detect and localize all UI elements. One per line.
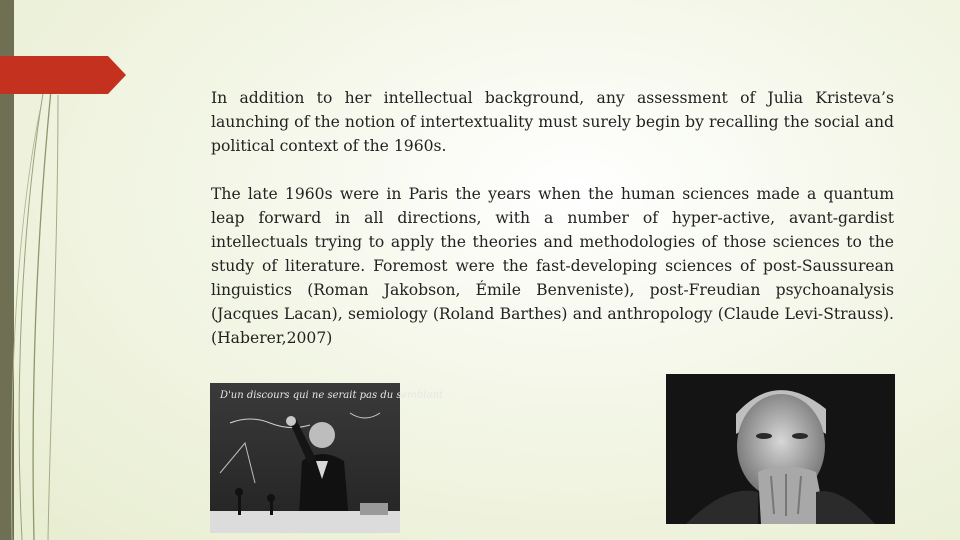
chalkboard-text: D'un discours qui ne serait pas du semblant bbox=[220, 390, 443, 401]
paragraph-1: In addition to her intellectual background, any assessment of Julia Kristeva’s launching of the notion of intertextuality must surely begin by recalling the social and political context of the 1960s. bbox=[211, 89, 894, 155]
paragraph-2: The late 1960s were in Paris the years when the human sciences made a quantum leap forward in all directions, with a number of hyper-active, avant-gardist intellectuals trying to apply the theories and methodologies of those sciences to the study of literature. Foremost were the fast-developing sciences of post-Saussurean linguistics (Roman Jakobson, Émile Benveniste), post-Freudian psychoanalysis (Jacques Lacan), semiology (Roland Barthes) and anthropology (Claude Levi-Strauss). (Haberer,2007) bbox=[211, 185, 894, 347]
barthes-portrait-photo bbox=[666, 374, 895, 524]
body-text bbox=[211, 86, 894, 350]
red-arrow-banner bbox=[0, 0, 130, 100]
lacan-lecture-photo bbox=[210, 383, 443, 533]
